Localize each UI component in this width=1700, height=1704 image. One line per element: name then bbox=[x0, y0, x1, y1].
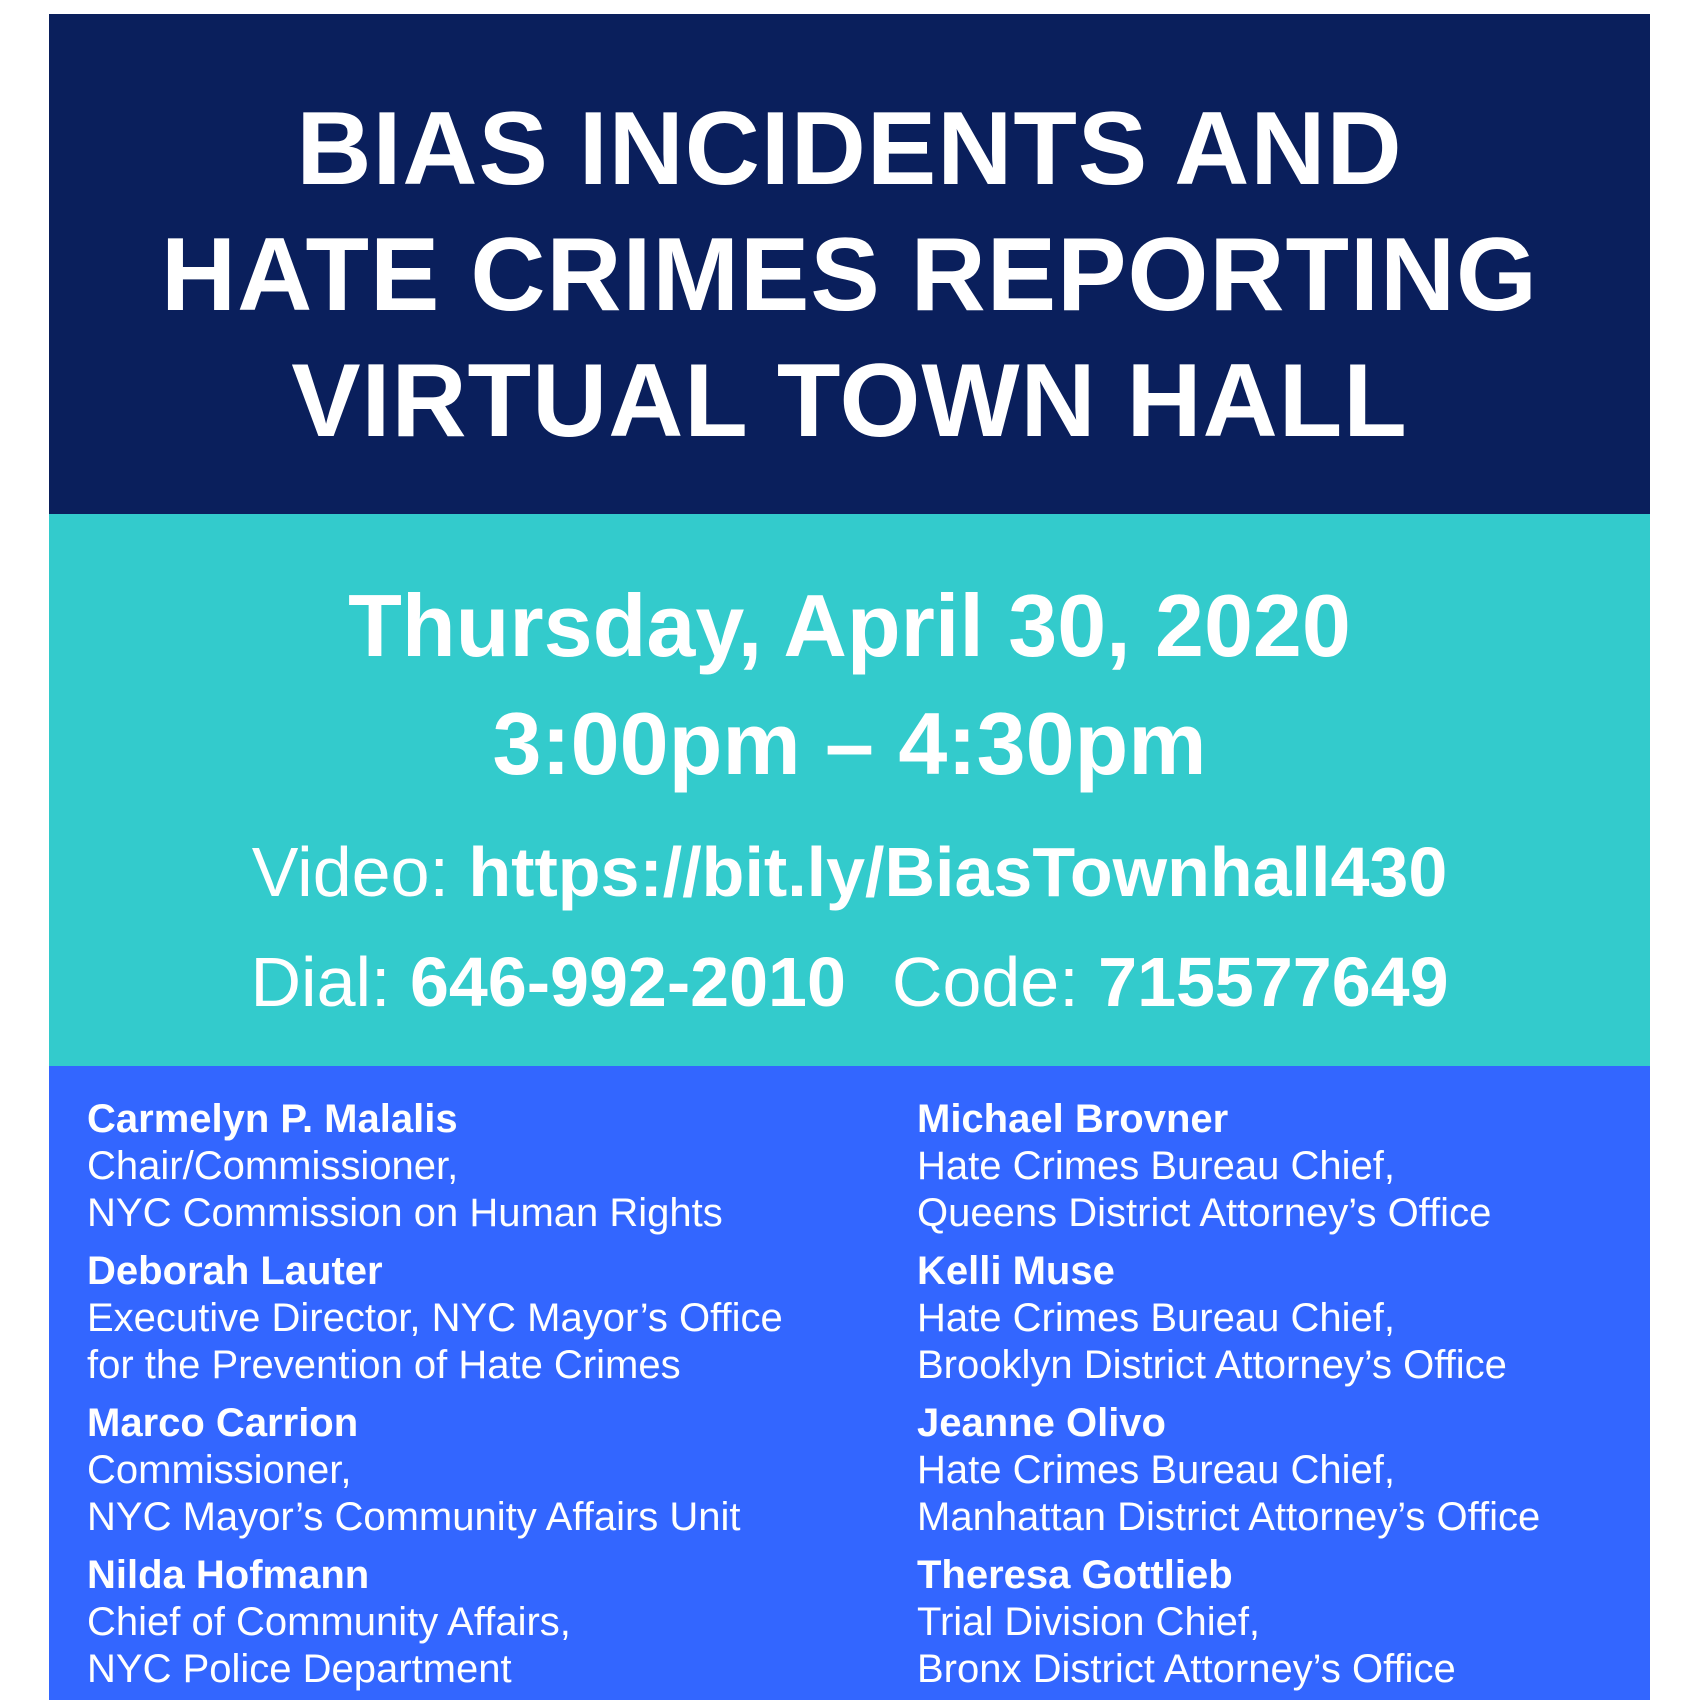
title-line-1: BIAS INCIDENTS AND bbox=[296, 91, 1403, 207]
event-info-panel bbox=[49, 514, 1650, 1066]
speaker-name: Carmelyn P. Malalis bbox=[87, 1097, 458, 1141]
title-line-3: VIRTUAL TOWN HALL bbox=[291, 343, 1408, 459]
video-label: Video: bbox=[251, 833, 469, 911]
speaker-entry bbox=[917, 1400, 1540, 1541]
speaker-organization: Manhattan District Attorney’s Office bbox=[917, 1495, 1541, 1539]
event-title bbox=[49, 86, 1650, 464]
speaker-name: Jeanne Olivo bbox=[917, 1401, 1166, 1445]
speaker-role: Chair/Commissioner, bbox=[87, 1144, 459, 1188]
speaker-role: Executive Director, NYC Mayor’s Office bbox=[87, 1296, 783, 1340]
speaker-organization: Bronx District Attorney’s Office bbox=[917, 1647, 1456, 1691]
speakers-panel bbox=[49, 1066, 1650, 1700]
speaker-name: Nilda Hofmann bbox=[87, 1553, 370, 1597]
speaker-name: Theresa Gottlieb bbox=[917, 1553, 1233, 1597]
speaker-role: Hate Crimes Bureau Chief, bbox=[917, 1296, 1395, 1340]
speaker-organization: NYC Mayor’s Community Affairs Unit bbox=[87, 1495, 741, 1539]
speaker-name: Marco Carrion bbox=[87, 1401, 359, 1445]
speaker-name: Kelli Muse bbox=[917, 1249, 1115, 1293]
speaker-entry bbox=[87, 1400, 783, 1541]
event-date: Thursday, April 30, 2020 bbox=[348, 576, 1351, 675]
speaker-role: Trial Division Chief, bbox=[917, 1600, 1261, 1644]
title-panel bbox=[49, 14, 1650, 514]
dial-info bbox=[49, 940, 1650, 1024]
town-hall-flyer bbox=[49, 14, 1650, 1700]
video-info bbox=[49, 830, 1650, 914]
video-link[interactable]: https://bit.ly/BiasTownhall430 bbox=[468, 833, 1448, 911]
speaker-entry bbox=[87, 1248, 783, 1389]
speaker-organization: NYC Police Department bbox=[87, 1647, 512, 1691]
speaker-organization: Brooklyn District Attorney’s Office bbox=[917, 1343, 1507, 1387]
speaker-entry bbox=[917, 1096, 1540, 1237]
dial-label: Dial: bbox=[250, 943, 410, 1021]
speaker-role: Hate Crimes Bureau Chief, bbox=[917, 1144, 1395, 1188]
speaker-name: Deborah Lauter bbox=[87, 1249, 383, 1293]
speaker-organization: Queens District Attorney’s Office bbox=[917, 1191, 1492, 1235]
event-time: 3:00pm – 4:30pm bbox=[492, 694, 1207, 793]
dial-number[interactable]: 646-992-2010 bbox=[409, 943, 846, 1021]
speaker-entry bbox=[917, 1552, 1540, 1693]
speaker-entry bbox=[87, 1096, 783, 1237]
title-line-2: HATE CRIMES REPORTING bbox=[161, 217, 1538, 333]
speaker-role: Commissioner, bbox=[87, 1448, 352, 1492]
speaker-entry bbox=[87, 1552, 783, 1693]
code-number: 715577649 bbox=[1098, 943, 1449, 1021]
code-label: Code: bbox=[891, 943, 1099, 1021]
speaker-role: Hate Crimes Bureau Chief, bbox=[917, 1448, 1395, 1492]
speaker-name: Michael Brovner bbox=[917, 1097, 1229, 1141]
speaker-organization: NYC Commission on Human Rights bbox=[87, 1191, 723, 1235]
speaker-organization: for the Prevention of Hate Crimes bbox=[87, 1343, 681, 1387]
speaker-entry bbox=[917, 1248, 1540, 1389]
speaker-role: Chief of Community Affairs, bbox=[87, 1600, 571, 1644]
speakers-left-column bbox=[87, 1096, 783, 1704]
speakers-right-column bbox=[917, 1096, 1540, 1704]
